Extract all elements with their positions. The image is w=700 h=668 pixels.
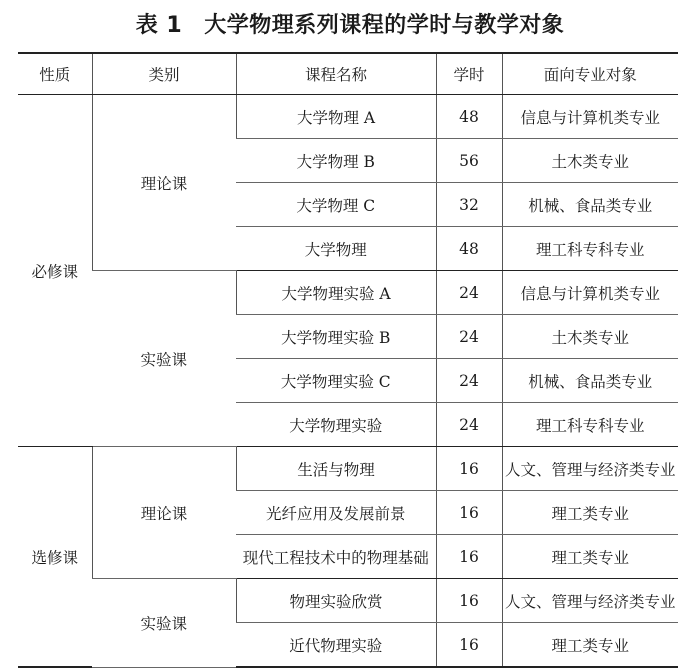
nature-cell: 选修课 [18,447,92,668]
header-hours: 学时 [436,53,502,95]
hours-cell: 24 [436,271,502,315]
table-title-label: 表 1 [135,13,183,38]
hours-cell: 48 [436,95,502,139]
table-header-row [18,53,678,95]
table-row [18,447,678,491]
hours-cell: 16 [436,535,502,579]
target-cell: 信息与计算机类专业 [502,271,678,315]
target-cell: 理工类专业 [502,491,678,535]
course-name-cell: 大学物理 [236,227,436,271]
header-nature: 性质 [18,53,92,95]
header-category: 类别 [92,53,236,95]
course-name-cell: 大学物理实验 A [236,271,436,315]
header-course-name: 课程名称 [236,53,436,95]
course-table [18,52,678,668]
course-name-cell: 大学物理 A [236,95,436,139]
target-cell: 土木类专业 [502,315,678,359]
target-cell: 理工科专科专业 [502,403,678,447]
course-name-cell: 物理实验欣赏 [236,579,436,623]
target-cell: 土木类专业 [502,139,678,183]
category-cell: 理论课 [92,447,236,579]
hours-cell: 24 [436,403,502,447]
table-row [18,271,678,315]
target-cell: 信息与计算机类专业 [502,95,678,139]
hours-cell: 56 [436,139,502,183]
nature-cell: 必修课 [18,95,92,447]
hours-cell: 16 [436,579,502,623]
hours-cell: 16 [436,447,502,491]
table-title-text: 大学物理系列课程的学时与教学对象 [204,13,565,38]
target-cell: 人文、管理与经济类专业 [502,579,678,623]
course-name-cell: 大学物理 B [236,139,436,183]
hours-cell: 32 [436,183,502,227]
target-cell: 理工类专业 [502,623,678,668]
course-name-cell: 大学物理实验 [236,403,436,447]
category-cell: 实验课 [92,271,236,447]
hours-cell: 16 [436,623,502,668]
hours-cell: 24 [436,359,502,403]
course-name-cell: 现代工程技术中的物理基础 [236,535,436,579]
course-name-cell: 大学物理实验 C [236,359,436,403]
course-name-cell: 大学物理 C [236,183,436,227]
target-cell: 理工科专科专业 [502,227,678,271]
hours-cell: 48 [436,227,502,271]
category-cell: 理论课 [92,95,236,271]
table-row [18,579,678,623]
course-name-cell: 大学物理实验 B [236,315,436,359]
target-cell: 机械、食品类专业 [502,359,678,403]
header-target: 面向专业对象 [502,53,678,95]
table-title [0,8,700,39]
hours-cell: 16 [436,491,502,535]
course-name-cell: 光纤应用及发展前景 [236,491,436,535]
hours-cell: 24 [436,315,502,359]
target-cell: 机械、食品类专业 [502,183,678,227]
course-name-cell: 生活与物理 [236,447,436,491]
category-cell: 实验课 [92,579,236,668]
table-body [18,95,678,668]
target-cell: 理工类专业 [502,535,678,579]
target-cell: 人文、管理与经济类专业 [502,447,678,491]
course-name-cell: 近代物理实验 [236,623,436,668]
table-row [18,95,678,139]
